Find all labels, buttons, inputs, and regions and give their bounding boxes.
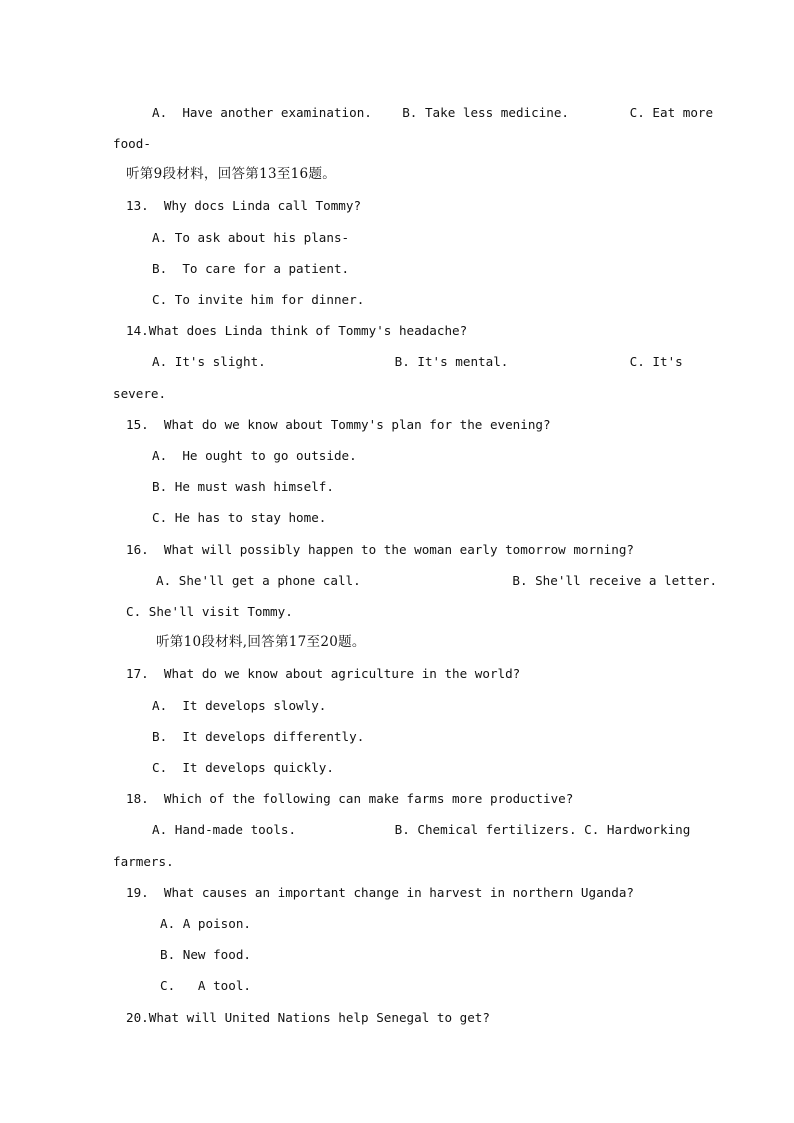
q17-option-c: C. It develops quickly. xyxy=(152,760,334,775)
q13-option-a: A. To ask about his plans- xyxy=(152,230,350,245)
q14-question: 14.What does Linda think of Tommy's headache? xyxy=(126,323,468,338)
q18-options-line: A. Hand-made tools. B. Chemical fertilizers. C. Hardworking xyxy=(152,822,691,837)
q17-option-a: A. It develops slowly. xyxy=(152,698,327,713)
q16-options-line: A. She'll get a phone call. B. She'll receive a letter. xyxy=(156,573,718,588)
q19-option-b: B. New food. xyxy=(160,947,251,962)
q15-option-b: B. He must wash himself. xyxy=(152,479,334,494)
q15-option-a: A. He ought to go outside. xyxy=(152,448,357,463)
q20-question: 20.What will United Nations help Senegal to get? xyxy=(126,1010,490,1025)
q16-option-c: C. She'll visit Tommy. xyxy=(126,604,293,619)
q12-options-line: A. Have another examination. B. Take less medicine. C. Eat more xyxy=(152,105,714,120)
q15-question: 15. What do we know about Tommy's plan for the evening? xyxy=(126,417,551,432)
q17-question: 17. What do we know about agriculture in the world? xyxy=(126,666,521,681)
q19-option-a: A. A poison. xyxy=(160,916,251,931)
q18-options-wrap: farmers. xyxy=(113,854,174,869)
q17-option-b: B. It develops differently. xyxy=(152,729,365,744)
q14-options-line: A. It's slight. B. It's mental. C. It's xyxy=(152,354,683,369)
q12-options-wrap: food- xyxy=(113,136,151,151)
q18-question: 18. Which of the following can make farms more productive? xyxy=(126,791,574,806)
q19-question: 19. What causes an important change in harvest in northern Uganda? xyxy=(126,885,634,900)
q13-question: 13. Why docs Linda call Tommy? xyxy=(126,198,362,213)
section-9-instruction: 听第9段材料，回答第13至16题。 xyxy=(126,166,337,182)
q19-option-c: C. A tool. xyxy=(160,978,251,993)
q15-option-c: C. He has to stay home. xyxy=(152,510,327,525)
q16-question: 16. What will possibly happen to the woman early tomorrow morning? xyxy=(126,542,634,557)
q13-option-b: B. To care for a patient. xyxy=(152,261,350,276)
section-10-instruction: 听第10段材料,回答第17至20题。 xyxy=(156,634,366,650)
q14-options-wrap: severe. xyxy=(113,386,167,401)
q13-option-c: C. To invite him for dinner. xyxy=(152,292,365,307)
